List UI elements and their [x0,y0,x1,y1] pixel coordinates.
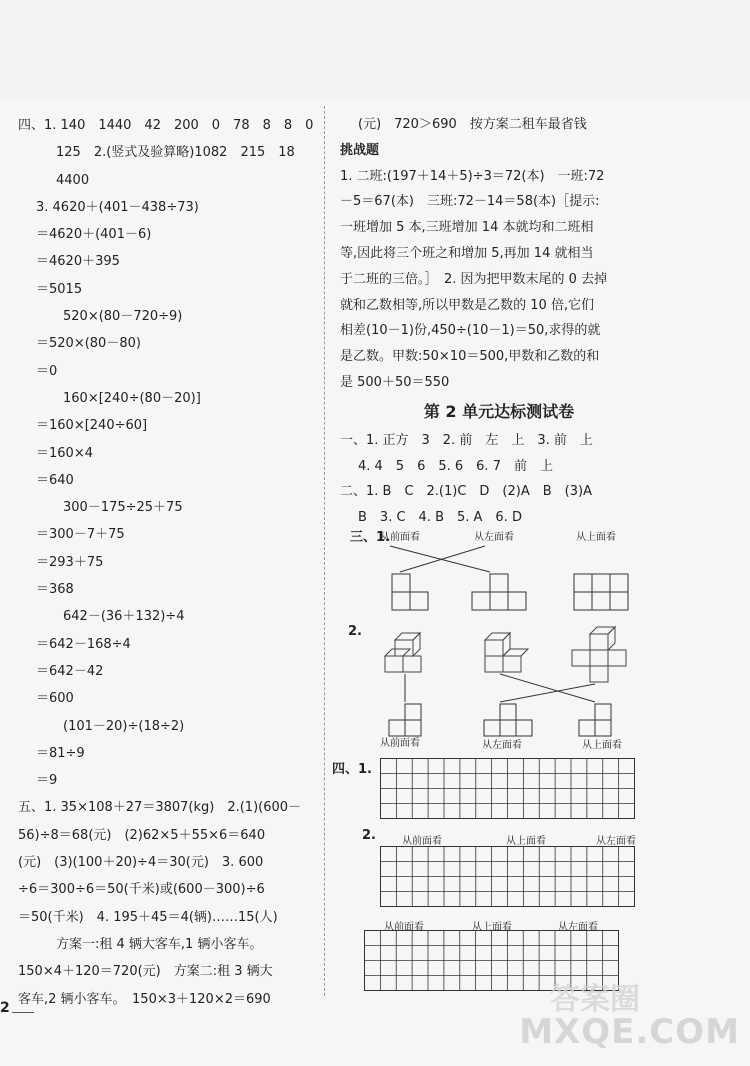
answer-line: 二、1. B C 2.(1)C D (2)A B (3)A [340,484,592,500]
cube-solid-1 [385,633,421,672]
view-label-front: 从前面看 [380,532,420,543]
q3-figures [350,522,650,762]
answer-line: 56)÷8＝68(元) (2)62×5＋55×6＝640 [18,827,266,843]
view-label-left: 从左面看 [482,740,522,751]
question-label: 2. [348,624,362,639]
page-top-margin [0,0,750,100]
answer-line: 1. 二班:(197＋14＋5)÷3＝72(本) 一班:72 [340,168,605,184]
answer-line: 125 2.(竖式及验算略)1082 215 18 [56,145,295,161]
cube-solid-2 [485,633,528,672]
answer-line: ÷6＝300÷6＝50(千米)或(600－300)÷6 [18,882,265,898]
view-label-left: 从左面看 [474,532,514,543]
answer-line: ＝642－42 [36,663,104,679]
answer-line: ＝640 [36,472,74,488]
answer-line: 642－(36＋132)÷4 [63,609,185,625]
answer-line: 3. 4620＋(401－438÷73) [36,199,199,215]
answer-line: ＝300－7＋75 [36,527,125,543]
view-shape-a [392,574,428,610]
match-line [500,674,595,702]
answer-line: 一、1. 正方 3 2. 前 左 上 3. 前 上 [340,432,593,448]
cube-solid-3 [572,627,626,682]
answer-line: 4400 [56,172,90,188]
answer-line: ＝4620＋395 [36,254,120,270]
answer-line: 方案一:租 4 辆大客车,1 辆小客车。 [56,936,263,952]
section-title: 第 2 单元达标测试卷 [423,401,575,421]
answer-line: －5＝67(本) 三班:72－14＝58(本)［提示: [340,194,600,210]
answer-line: ＝0 [36,363,58,379]
left-column [18,112,320,1013]
match-line [500,684,595,702]
right-column [340,112,640,531]
answer-line: 4. 4 5 6 5. 6 6. 7 前 上 [358,458,553,474]
view-label-top: 从上面看 [576,532,616,543]
match-line [390,546,490,572]
figures-area [332,522,650,1002]
view-label-left: 从左面看 [596,836,636,847]
answer-line: 300－175÷25＋75 [63,500,183,516]
answer-line: ＝4620＋(401－6) [36,227,152,243]
grid-answer-1 [380,758,640,822]
answer-line: 于二班的三倍。］ 2. 因为把甲数末尾的 0 去掉 [340,271,608,287]
answer-line: (元) 720＞690 按方案二租车最省钱 [358,117,587,132]
answer-line: ＝81÷9 [36,745,85,761]
question-label: 2. [362,828,376,843]
challenge-heading: 挑战题 [340,142,380,158]
view-answer-1 [389,704,421,736]
answer-line: ＝160×4 [36,445,93,461]
view-shape-b [472,574,526,610]
answer-line: ＝293＋75 [36,554,104,570]
answer-line: 客车,2 辆小客车。 150×3＋120×2＝690 [18,991,271,1007]
page-number-dash [12,1012,34,1013]
view-label-front: 从前面看 [384,922,424,933]
answer-line: (101－20)÷(18÷2) [63,718,185,734]
view-label-left: 从左面看 [558,922,598,933]
answer-line: B 3. C 4. B 5. A 6. D [358,510,522,526]
view-answer-3 [579,704,611,736]
answer-line: ＝9 [36,773,58,789]
view-label-top: 从上面看 [472,922,512,933]
answer-line: 五、1. 35×108＋27＝3807(kg) 2.(1)(600－ [18,800,302,816]
answer-line: 是乙数。甲数:50×10＝500,甲数和乙数的和 [340,349,600,365]
watermark-top: 答案圈 [550,982,640,1017]
view-label-top: 从上面看 [582,740,622,751]
answer-line: ＝5015 [36,281,83,297]
column-divider [324,106,325,996]
view-shape-c [574,574,628,610]
answer-line: 160×[240÷(80－20)] [63,390,201,406]
answer-line: ＝50(千米) 4. 195＋45＝4(辆)……15(人) [18,909,278,925]
answer-line: 一班增加 5 本,三班增加 14 本就均和二班相 [340,220,594,236]
answer-line: ＝368 [36,582,74,598]
answer-line: (元) (3)(100＋20)÷4＝30(元) 3. 600 [18,855,264,871]
answer-line: ＝600 [36,691,74,707]
answer-line: 是 500＋50＝550 [340,374,450,390]
answer-line: ＝520×(80－80) [36,336,141,352]
view-label-front: 从前面看 [402,836,442,847]
answer-line: 相差(10－1)份,450÷(10－1)＝50,求得的就 [340,323,601,339]
watermark: MXQE.COM [519,1012,740,1052]
question-label: 三、1. [350,530,390,545]
answer-line: 四、1. 140 1440 42 200 0 78 8 8 0 [18,118,314,133]
answer-line: ＝642－168÷4 [36,636,131,652]
answer-line: 520×(80－720÷9) [63,309,183,325]
view-label-front: 从前面看 [380,738,420,749]
page-number: 2 [0,1000,10,1016]
view-label-top: 从上面看 [506,836,546,847]
question-label: 四、1. [332,762,372,777]
grid-answer-2 [380,846,640,910]
view-answer-2 [484,704,532,736]
match-line [400,546,485,572]
answer-line: ＝160×[240÷60] [36,418,148,434]
answer-line: 等,因此将三个班之和增加 5,再加 14 就相当 [340,245,594,261]
answer-line: 就和乙数相等,所以甲数是乙数的 10 倍,它们 [340,297,595,313]
answer-line: 150×4＋120＝720(元) 方案二:租 3 辆大 [18,964,273,980]
